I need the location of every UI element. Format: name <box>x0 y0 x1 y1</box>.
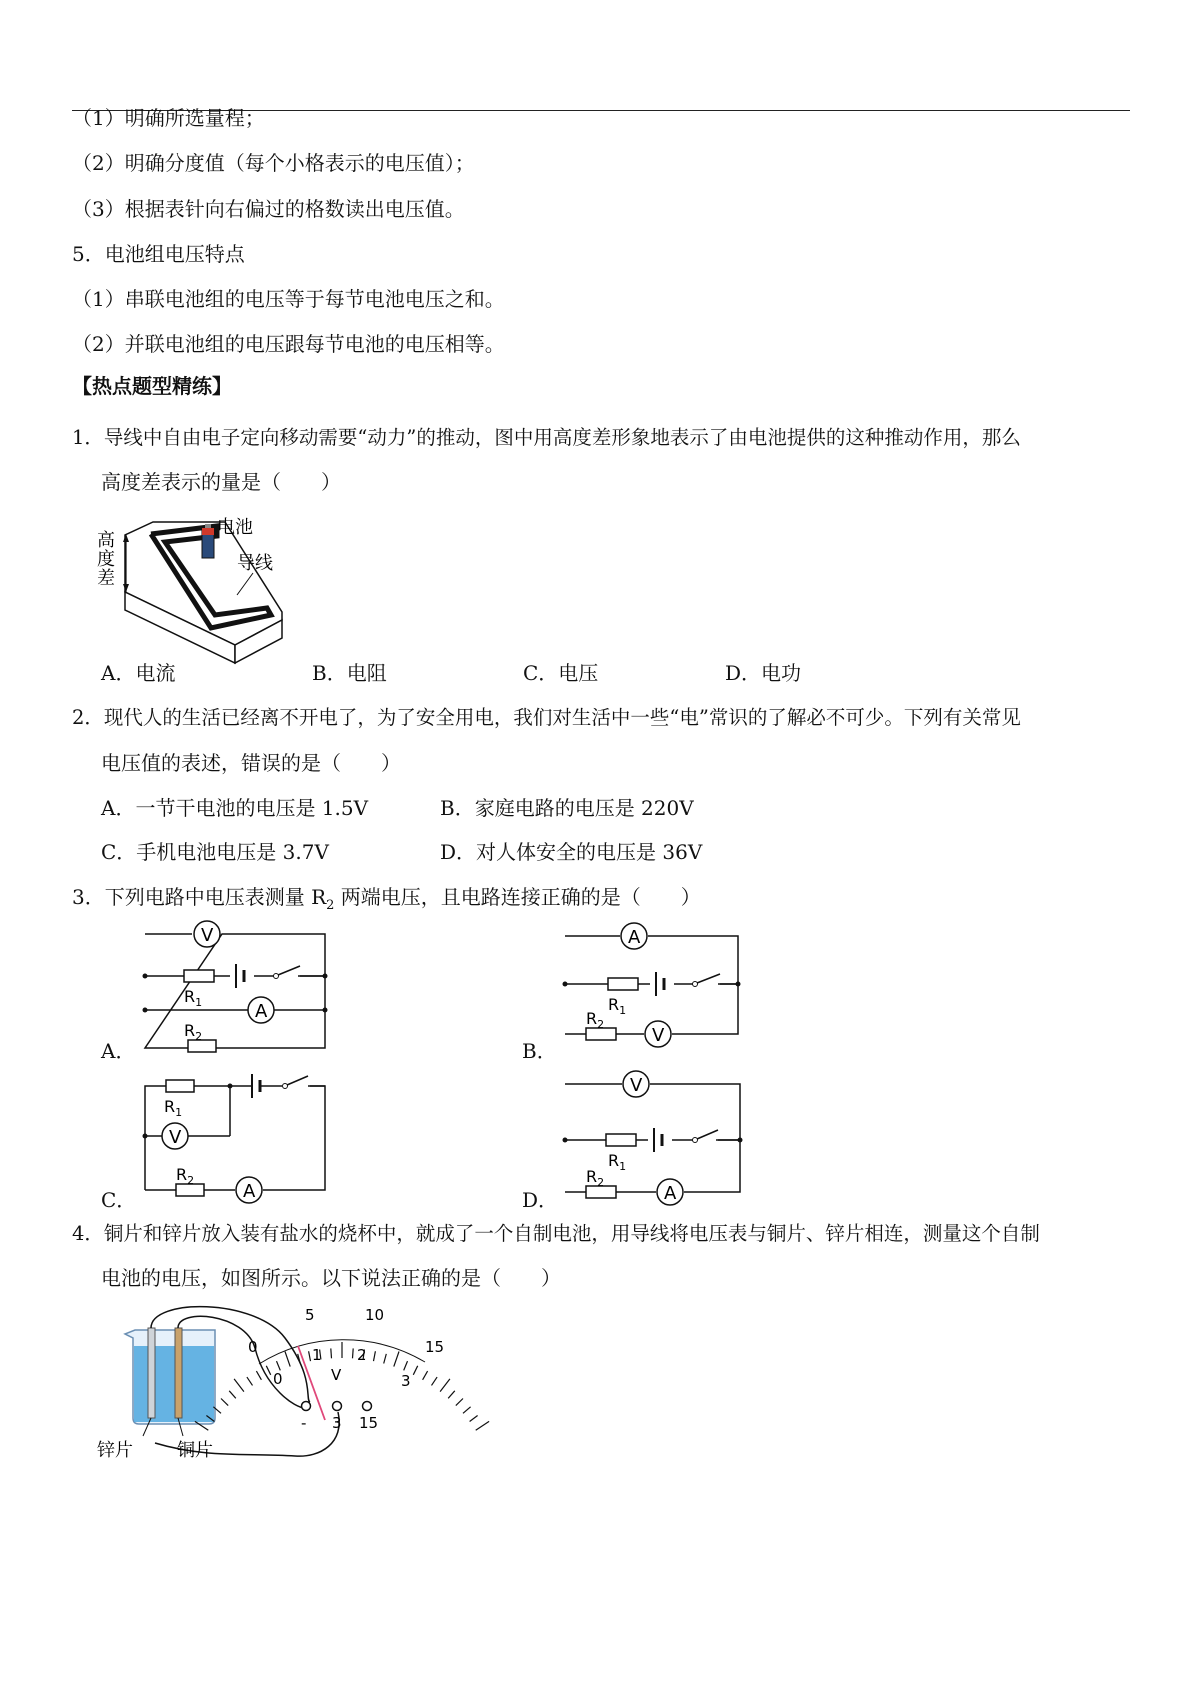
q3-option-c[interactable]: C． <box>101 1188 137 1212</box>
svg-text:R2: $R_2$ <box>586 1009 605 1031</box>
q3-stem: 3．下列电路中电压表测量 $R_2$ 两端电压，且电路连接正确的是（ ） <box>72 885 701 913</box>
note-parallel-battery: （2）并联电池组的电压跟每节电池的电压相等。 <box>72 332 505 356</box>
note-section-5-title: 5．电池组电压特点 <box>72 242 245 266</box>
note-series-battery: （1）串联电池组的电压等于每节电池电压之和。 <box>72 287 505 311</box>
meter-scale-tick <box>440 1379 450 1392</box>
q1-option-b[interactable]: B．电阻 <box>312 661 387 685</box>
q1-label-battery: 电池 <box>217 517 253 538</box>
svg-text:A: A <box>664 1183 677 1204</box>
svg-text:0: 0 <box>273 1370 283 1388</box>
svg-text:15: 15 <box>359 1414 379 1432</box>
q1-option-c[interactable]: C．电压 <box>523 661 599 685</box>
meter-scale-tick <box>256 1371 261 1380</box>
section-title: 【热点题型精练】 <box>72 374 232 398</box>
meter-scale-tick <box>404 1361 408 1370</box>
q4-stem-line2: 电池的电压，如图所示。以下说法正确的是（ ） <box>101 1266 561 1290</box>
svg-text:R1: $R_1$ <box>184 987 203 1009</box>
svg-text:R2: $R_2$ <box>176 1165 195 1187</box>
svg-text:R1: $R_1$ <box>608 1151 627 1173</box>
q1-option-d[interactable]: D．电功 <box>725 661 802 685</box>
svg-text:A: A <box>628 927 641 948</box>
meter-scale-tick <box>413 1366 417 1375</box>
svg-text:3: 3 <box>401 1372 411 1390</box>
svg-text:A: A <box>243 1181 256 1202</box>
meter-scale-tick <box>470 1416 478 1422</box>
q4-homemade-battery-figure <box>95 1308 495 1483</box>
svg-text:R1: $R_1$ <box>164 1097 183 1119</box>
q3-circuit-c <box>140 1068 340 1202</box>
note-step-2: （2）明确分度值（每个小格表示的电压值）； <box>72 151 475 175</box>
meter-scale-tick <box>266 1366 270 1375</box>
svg-text:R2: $R_2$ <box>184 1021 203 1043</box>
svg-text:2: 2 <box>357 1346 367 1364</box>
meter-scale-tick <box>353 1348 354 1358</box>
meter-scale-tick <box>394 1352 399 1367</box>
q1-stem-line2: 高度差表示的量是（ ） <box>101 470 341 494</box>
q3-circuit-d <box>560 1070 760 1204</box>
svg-text:V: V <box>630 1075 643 1096</box>
svg-text:3: 3 <box>332 1414 342 1432</box>
svg-text:V: V <box>201 925 214 946</box>
q3-circuit-a <box>140 920 340 1060</box>
q1-label-height-1: 高 <box>97 530 115 551</box>
svg-text:0: 0 <box>248 1338 258 1356</box>
meter-scale-tick <box>331 1348 332 1358</box>
salt-water <box>134 1346 214 1422</box>
q2-option-b[interactable]: B．家庭电路的电压是 220V <box>440 796 694 820</box>
svg-text:V: V <box>169 1127 182 1148</box>
meter-scale-tick <box>432 1377 438 1385</box>
q3-option-a[interactable]: A． <box>101 1039 136 1063</box>
svg-text:A: A <box>255 1001 268 1022</box>
svg-text:R2: $R_2$ <box>586 1167 605 1189</box>
meter-scale-tick <box>456 1399 463 1406</box>
q3-circuit-b <box>560 922 760 1046</box>
meter-scale-tick <box>309 1351 311 1361</box>
meter-scale-tick <box>384 1354 387 1364</box>
q1-stem-line1: 1．导线中自由电子定向移动需要“动力”的推动，图中用高度差形象地表示了由电池提供的这种推动作用，那么 <box>72 426 1021 449</box>
svg-text:-: - <box>301 1414 307 1432</box>
meter-scale-tick <box>476 1421 489 1430</box>
svg-text:V: V <box>652 1025 665 1046</box>
meter-scale-tick <box>374 1351 376 1361</box>
meter-scale-tick <box>247 1377 253 1385</box>
q4-label-copper: 铜片 <box>177 1440 213 1461</box>
meter-scale-tick <box>463 1407 471 1414</box>
q2-option-d[interactable]: D．对人体安全的电压是 36V <box>440 840 703 864</box>
meter-scale-tick <box>221 1399 228 1406</box>
svg-text:15: 15 <box>425 1338 445 1356</box>
svg-text:V: V <box>331 1366 342 1384</box>
q1-label-height-2: 度 <box>97 549 115 570</box>
q2-option-c[interactable]: C．手机电池电压是 3.7V <box>101 840 329 864</box>
q1-label-height-3: 差 <box>97 568 115 589</box>
meter-scale-tick <box>285 1352 290 1367</box>
meter-scale-tick <box>234 1379 244 1392</box>
q2-stem-line1: 2．现代人的生活已经离不开电了，为了安全用电，我们对生活中一些“电”常识的了解必不可少。下列有关常见 <box>72 706 1021 729</box>
svg-text:R1: $R_1$ <box>608 995 627 1017</box>
q2-option-a[interactable]: A．一节干电池的电压是 1.5V <box>101 796 369 820</box>
meter-scale-tick <box>423 1371 428 1380</box>
q3-option-d[interactable]: D． <box>522 1188 559 1212</box>
svg-text:1: 1 <box>312 1346 322 1364</box>
q1-option-a[interactable]: A．电流 <box>101 661 176 685</box>
svg-text:5: 5 <box>305 1306 315 1324</box>
q4-label-zinc: 锌片 <box>97 1440 133 1461</box>
meter-scale-tick <box>277 1361 281 1370</box>
meter-scale-tick <box>229 1391 236 1399</box>
svg-text:10: 10 <box>365 1306 385 1324</box>
q2-stem-line2: 电压值的表述，错误的是（ ） <box>101 751 401 775</box>
q1-label-wire: 导线 <box>237 553 273 574</box>
meter-scale-tick <box>448 1391 455 1399</box>
note-step-3: （3）根据表针向右偏过的格数读出电压值。 <box>72 197 465 221</box>
note-step-1: （1）明确所选量程； <box>72 106 265 130</box>
q3-option-b[interactable]: B． <box>522 1039 557 1063</box>
q4-stem-line1: 4．铜片和锌片放入装有盐水的烧杯中，就成了一个自制电池，用导线将电压表与铜片、锌片相连，测量这个自制 <box>72 1222 1040 1245</box>
